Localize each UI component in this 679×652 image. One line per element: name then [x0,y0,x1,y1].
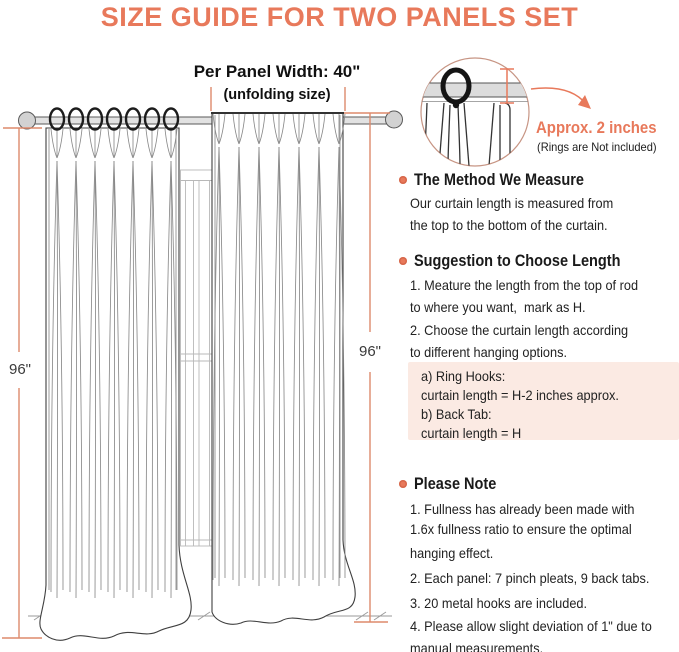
panel-width-label: Per Panel Width: 40" [193,62,361,81]
window [181,170,215,546]
box-line: curtain length = H-2 inches approx. [421,387,619,403]
height-measure-right [344,113,390,622]
body-line: Our curtain length is measured from [410,195,614,211]
left-height-label: 96" [8,361,31,378]
pointer-arrow-icon [531,88,586,104]
bullet-icon [399,257,407,265]
approx-two-inches-label: Approx. 2 inches [536,118,657,137]
body-line: 2. Choose the curtain length according [410,322,629,338]
body-line: manual measurements. [410,640,544,652]
bullet-icon [399,480,407,488]
body-line: 4. Please allow slight deviation of 1" due to [410,618,652,634]
height-measure-left [2,128,42,638]
body-line: 1.6x fullness ratio to ensure the optimal [410,521,632,537]
hanging-options-box [408,362,679,440]
box-line: a) Ring Hooks: [421,368,506,384]
body-line: 3. 20 metal hooks are included. [410,595,588,611]
body-line: to where you want, mark as H. [410,299,586,315]
section-heading-suggestion: Suggestion to Choose Length [414,252,621,270]
body-line: 1. Fullness has already been made with [410,501,635,517]
rod-finial-left [19,112,36,129]
rings-not-included-note: (Rings are Not included) [537,140,657,154]
body-line: to different hanging options. [410,344,568,360]
section-heading-please-note: Please Note [414,475,497,493]
bullet-icon [399,176,407,184]
box-line: curtain length = H [421,425,522,441]
body-line: the top to the bottom of the curtain. [410,217,608,233]
section-heading-method: The Method We Measure [414,171,584,189]
body-line: 1. Meature the length from the top of rod [410,277,639,293]
left-curtain-panel [40,128,191,640]
box-line: b) Back Tab: [421,406,492,422]
page-title: SIZE GUIDE FOR TWO PANELS SET [100,2,579,32]
right-curtain-panel [211,113,355,624]
panel-width-subtitle: (unfolding size) [223,87,331,103]
right-height-label: 96" [358,343,381,360]
body-line: hanging effect. [410,545,494,561]
body-line: 2. Each panel: 7 pinch pleats, 9 back tabs. [410,570,650,586]
